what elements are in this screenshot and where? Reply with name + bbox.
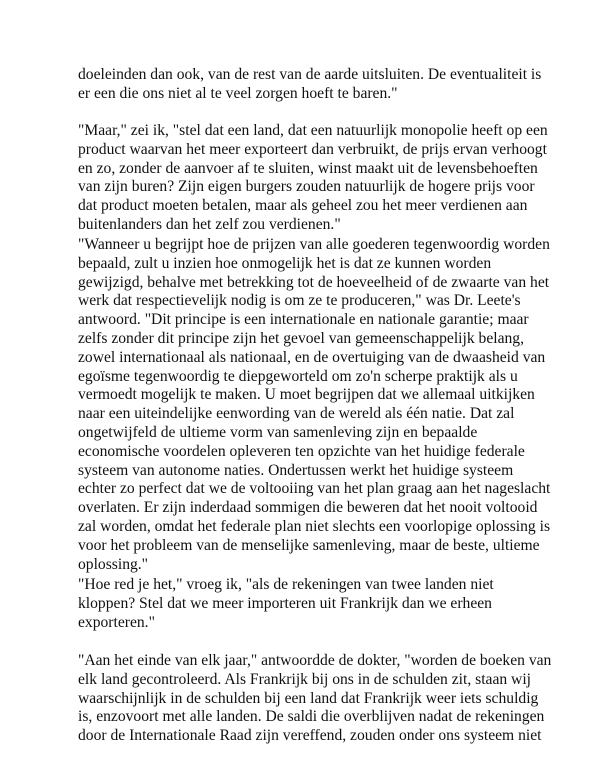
paragraph-5 [78, 652, 552, 746]
text-line: van zijn buren? Zijn eigen burgers zouden natuurlijk de hogere prijs voor [78, 178, 535, 196]
text-line: economische voordelen opleveren ten opzichte van het huidige federale [78, 442, 525, 460]
text-line: zelfs zonder dit principe zijn het gevoel van gemeenschappelijk belang, [78, 329, 524, 347]
text-line: echter zo perfect dat we de voltooiing van het plan graag aan het nageslacht [78, 480, 551, 498]
text-line: exporteren." [78, 613, 155, 631]
text-line: "Hoe red je het," vroeg ik, "als de rekeningen van twee landen niet [78, 576, 494, 593]
text-line: naar een uiteindelijke eenwording van de wereld als één natie. Dat zal [78, 405, 515, 423]
text-line: buitenlanders dan het zelf zou verdienen." [78, 215, 341, 233]
text-line: vermoedt mogelijk te maken. U moet begrijpen dat we allemaal uitkijken [78, 386, 535, 404]
text-line: waarschijnlijk in de schulden bij een land dat Frankrijk weer iets schuldig [78, 689, 539, 707]
text-line: systeem van autonome naties. Ondertussen werkt het huidige systeem [78, 461, 514, 479]
text-line: elk land gecontroleerd. Als Frankrijk bij ons in de schulden zit, staan wij [78, 670, 531, 688]
text-line: ongetwijfeld de ultieme vorm van samenleving zijn en bepaalde [78, 423, 478, 441]
paragraph-4 [78, 576, 528, 632]
text-line: zal worden, omdat het federale plan niet slechts een voorlopige oplossing is [78, 517, 551, 535]
text-line: bepaald, zult u inzien hoe onmogelijk het is dat ze kunnen worden [78, 254, 492, 272]
text-line: "Aan het einde van elk jaar," antwoordde de dokter, "worden de boeken van [78, 652, 552, 669]
text-line: door de Internationale Raad zijn vereffend, zouden onder ons systeem niet [78, 727, 542, 745]
text-line: kloppen? Stel dat we meer importeren uit Frankrijk dan we erheen [78, 594, 492, 612]
text-line: oplossing." [78, 555, 149, 573]
text-line: werk dat respectievelijk nodig is om ze te produceren," was Dr. Leete's [78, 292, 521, 310]
text-line: gewijzigd, behalve met betrekking tot de hoeveelheid of de zwaarte van het [78, 273, 550, 291]
text-line: overlaten. Er zijn inderdaad sommigen die beweren dat het nooit voltooid [78, 499, 538, 517]
text-line: product waarvan het meer exporteert dan verbruikt, de prijs ervan verhoogt [78, 140, 547, 158]
text-line: voor het probleem van de menselijke samenleving, maar de beste, ultieme [78, 536, 540, 554]
text-line: en zo, zonder de aanvoer af te sluiten, winst maakt uit de levensbehoeften [78, 159, 538, 177]
text-line: egoïsme tegenwoordig te diepgeworteld om zo'n scherpe praktijk als u [78, 367, 518, 385]
paragraph-1 [78, 66, 542, 104]
text-line: antwoord. "Dit principe is een internationale en nationale garantie; maar [78, 311, 529, 329]
text-line: er een die ons niet al te veel zorgen hoeft te baren." [78, 84, 398, 102]
paragraph-3 [78, 236, 551, 574]
text-line: dat product moeten betalen, maar als geheel zou het meer verdienen aan [78, 197, 528, 215]
text-line: zowel internationaal als nationaal, en de overtuiging van de dwaasheid van [78, 348, 546, 366]
text-line: "Wanneer u begrijpt hoe de prijzen van alle goederen tegenwoordig worden [78, 236, 550, 253]
paragraph-2 [78, 122, 548, 235]
text-line: is, enzovoort met alle landen. De saldi die overblijven nadat de rekeningen [78, 708, 545, 726]
text-line: "Maar," zei ik, "stel dat een land, dat een natuurlijk monopolie heeft op een [78, 122, 548, 139]
text-line: doeleinden dan ook, van de rest van de aarde uitsluiten. De eventualiteit is [78, 66, 542, 83]
